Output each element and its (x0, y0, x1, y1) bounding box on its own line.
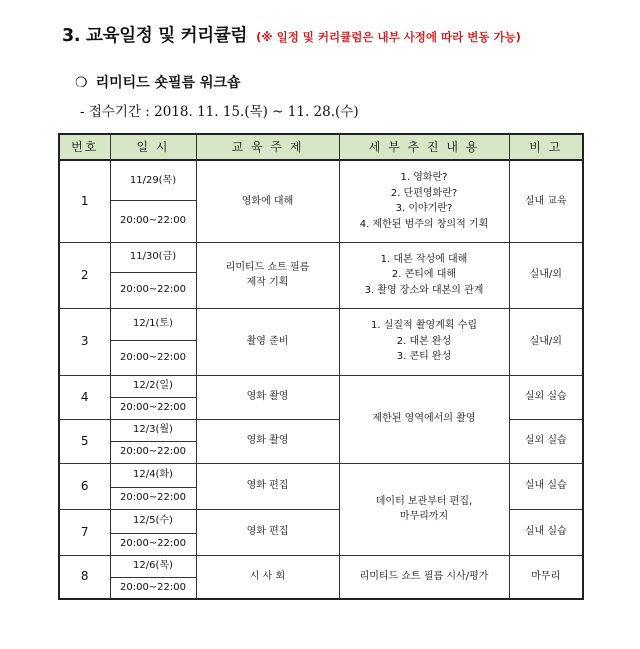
topic-line: 리미티드 쇼트 필름 (225, 261, 310, 273)
table-header-row (59, 134, 583, 160)
program-title (75, 72, 241, 92)
schedule-table (58, 133, 584, 600)
detail-line: 3. 촬영 장소와 대본의 관계 (364, 284, 484, 296)
row-time: 20:00~22:00 (110, 577, 196, 599)
row-topic: 영화 편집 (196, 509, 339, 555)
row-date: 12/6(목) (110, 555, 196, 577)
table-row (59, 463, 583, 487)
program-title-text: 리미티드 숏필름 워크숍 (95, 75, 241, 91)
row-details-merged (339, 463, 509, 555)
row-number: 4 (59, 375, 110, 419)
row-date: 12/3(월) (110, 419, 196, 441)
row-details-merged: 제한된 영역에서의 촬영 (339, 375, 509, 463)
row-date: 12/1(토) (110, 308, 196, 340)
row-topic (196, 242, 339, 308)
row-note: 실내 교육 (509, 160, 583, 242)
header-no: 번호 (59, 134, 110, 160)
detail-line: 4. 제한된 범주의 창의적 기획 (359, 218, 489, 230)
detail-line: 1. 실질적 촬영계획 수립 (370, 320, 478, 332)
row-date: 12/5(수) (110, 509, 196, 533)
row-time: 20:00~22:00 (110, 533, 196, 555)
detail-line: 1. 대본 작성에 대해 (380, 253, 468, 265)
row-note: 실내 실습 (509, 463, 583, 509)
row-number: 8 (59, 555, 110, 599)
row-number: 5 (59, 419, 110, 463)
row-time: 20:00~22:00 (110, 200, 196, 242)
table-row (59, 160, 583, 200)
topic-line: 제작 기획 (246, 277, 289, 288)
table-row (59, 308, 583, 340)
detail-line: 3. 이야기란? (395, 203, 453, 215)
detail-line: 2. 대본 완성 (396, 335, 452, 347)
detail-line: 마무리까지 (399, 511, 449, 522)
row-details (339, 242, 509, 308)
row-time: 20:00~22:00 (110, 397, 196, 419)
header-details: 세 부 추 진 내 용 (339, 134, 509, 160)
section-heading (62, 22, 521, 47)
row-note: 실내 실습 (509, 509, 583, 555)
row-topic: 영화 촬영 (196, 419, 339, 463)
row-date: 11/29(목) (110, 160, 196, 200)
table-row (59, 555, 583, 577)
row-date: 11/30(금) (110, 242, 196, 272)
row-date: 12/4(화) (110, 463, 196, 487)
table-row (59, 242, 583, 272)
detail-line: 1. 영화란? (400, 172, 448, 184)
circle-bullet-icon: ❍ (75, 75, 88, 91)
header-datetime: 일 시 (110, 134, 196, 160)
row-note: 마무리 (509, 555, 583, 599)
row-time: 20:00~22:00 (110, 272, 196, 308)
row-number: 2 (59, 242, 110, 308)
row-note: 실내/외 (509, 242, 583, 308)
row-topic: 촬영 준비 (196, 308, 339, 375)
row-time: 20:00~22:00 (110, 441, 196, 463)
header-note: 비 고 (509, 134, 583, 160)
row-number: 6 (59, 463, 110, 509)
heading-title: 3. 교육일정 및 커리큘럼 (62, 26, 248, 46)
row-note: 실외 실습 (509, 375, 583, 419)
row-number: 3 (59, 308, 110, 375)
row-number: 7 (59, 509, 110, 555)
row-time: 20:00~22:00 (110, 340, 196, 375)
row-date: 12/2(일) (110, 375, 196, 397)
row-note: 실내/외 (509, 308, 583, 375)
application-period: - 접수기간 : 2018. 11. 15.(목) ~ 11. 28.(수) (80, 104, 359, 120)
row-topic: 영화에 대해 (196, 160, 339, 242)
row-details: 리미티드 쇼트 필름 시사/평가 (339, 555, 509, 599)
row-topic: 영화 편집 (196, 463, 339, 509)
heading-note: (※ 일정 및 커리큘럼은 내부 사정에 따라 변동 가능) (256, 30, 521, 44)
row-details (339, 160, 509, 242)
row-topic: 시 사 회 (196, 555, 339, 599)
row-topic: 영화 촬영 (196, 375, 339, 419)
row-time: 20:00~22:00 (110, 487, 196, 509)
table-row (59, 375, 583, 397)
header-topic: 교 육 주 제 (196, 134, 339, 160)
detail-line: 2. 콘티에 대해 (391, 269, 457, 281)
row-note: 실외 실습 (509, 419, 583, 463)
row-details (339, 308, 509, 375)
detail-line: 2. 단편영화란? (390, 187, 458, 199)
detail-line: 데이터 보관부터 편집, (375, 495, 473, 507)
detail-line: 3. 콘티 완성 (396, 351, 452, 363)
row-number: 1 (59, 160, 110, 242)
